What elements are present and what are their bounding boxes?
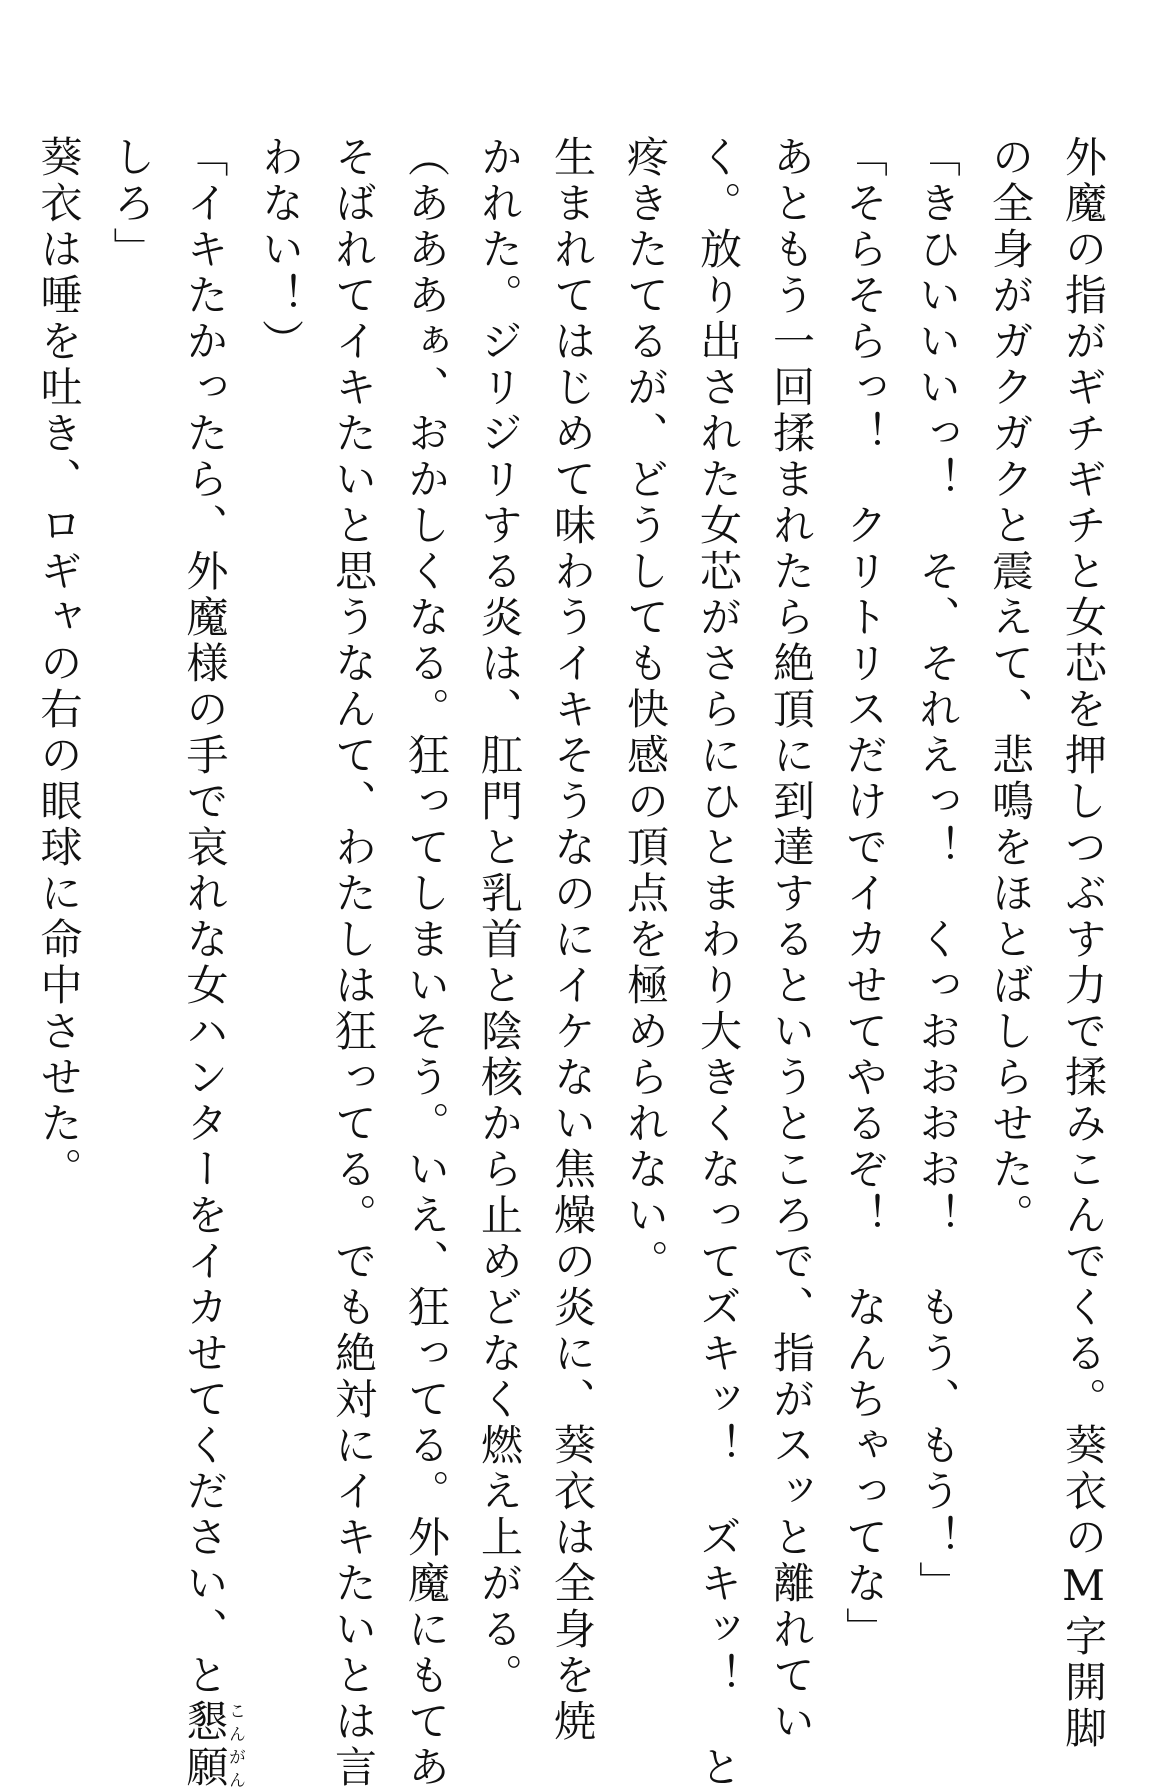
text-line-14: しろ」 xyxy=(107,135,157,273)
text-line-9: かれた。ジリジリする炎は、肛門と乳首と陰核から止めどなく燃え上がる。 xyxy=(475,135,524,1699)
text-line-7: 疼きたてるが、どうしても快感の頂点を極められない。 xyxy=(621,135,670,1285)
ruby-annotation xyxy=(180,1699,245,1791)
text-line-15: 葵衣は唾を吐き、ロギャの右の眼球に命中させた。 xyxy=(34,135,84,1193)
text-line-11: そばれてイキたいと思うなんて、わたしは狂ってる。でも絶対にイキたいとは言 xyxy=(329,135,378,1791)
text-line-3: 「きひいいいっ！ そ、それえっ！ くっおおおお！ もう、もう！」 xyxy=(913,135,962,1607)
ruby-base: 懇願 xyxy=(180,1699,230,1791)
ruby-reading: こんがん xyxy=(225,1699,245,1791)
text-line-1: 外魔の指がギチギチと女芯を押しつぶす力で揉みこんでくる。葵衣のM字開脚 xyxy=(1059,135,1108,1752)
text-line-13-with-ruby xyxy=(169,135,245,1791)
text-line-12: わない！） xyxy=(256,135,305,365)
ruby-line-before: 「イキたかったら、外魔様の手で哀れな女ハンターをイカせてください、と xyxy=(180,135,230,1699)
text-line-4: 「そらそらっ！ クリトリスだけでイカせてやるぞ！ なんちゃってな」 xyxy=(840,135,889,1653)
text-line-8: 生まれてはじめて味わうイキそうなのにイケない焦燥の炎に、葵衣は全身を焼 xyxy=(548,135,597,1745)
vertical-text-body xyxy=(34,135,1120,1791)
text-line-5: あともう一回揉まれたら絶頂に到達するというところで、指がスッと離れてい xyxy=(767,135,816,1745)
text-line-10: （あああぁ、おかしくなる。狂ってしまいそう。いえ、狂ってる。外魔にもてあ xyxy=(402,135,451,1791)
text-line-2: の全身がガクガクと震えて、悲鳴をほとばしらせた。 xyxy=(986,135,1035,1239)
text-line-6: く。放り出された女芯がさらにひとまわり大きくなってズキッ！ ズキッ！ と xyxy=(694,135,743,1791)
